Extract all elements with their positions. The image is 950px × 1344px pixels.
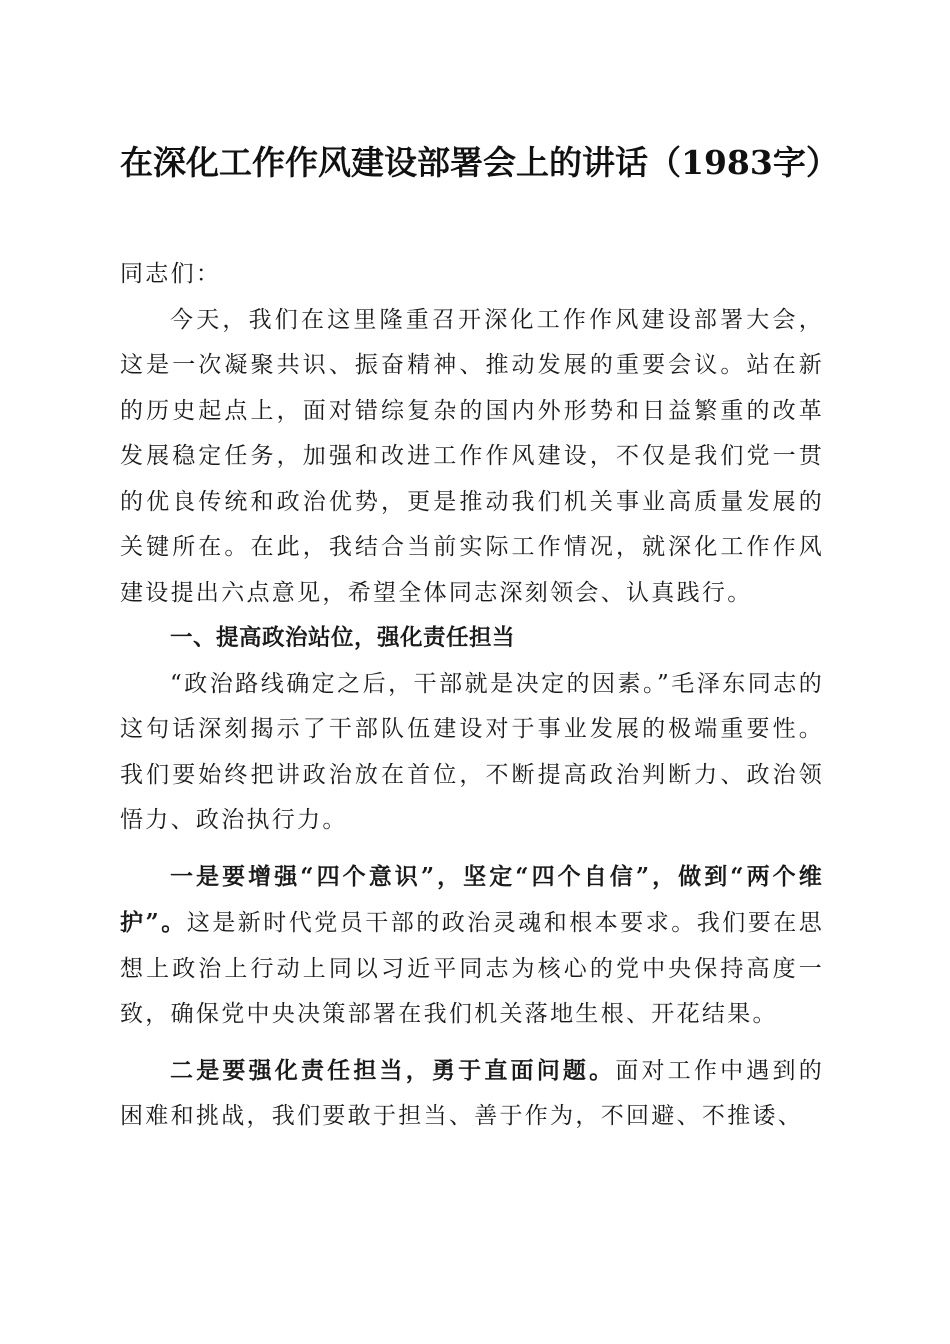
- point-body-1: 这是新时代党员干部的政治灵魂和根本要求。我们要在思想上政治上行动上同以习近平同志为核心的党中央保持高度一致，确保党中央决策部署在我们机关落地生根、开花结果。: [120, 910, 824, 1027]
- salutation: 同志们：: [120, 261, 222, 287]
- point-body-2: 面对工作中遇到的困难和挑战，我们要敢于担当、善于作为，不回避、不推诿、: [120, 1057, 824, 1129]
- point-paragraph-2: [120, 1048, 824, 1140]
- point-lead-1: 一是要增强“四个意识”，坚定“四个自信”，做到“两个维护”。: [120, 862, 824, 936]
- point-lead-2: 二是要强化责任担当，勇于直面问题。: [170, 1056, 616, 1084]
- point-paragraph-1: [120, 854, 824, 1038]
- intro-paragraph: 今天，我们在这里隆重召开深化工作作风建设部署大会，这是一次凝聚共识、振奋精神、推动发展的重要会议。站在新的历史起点上，面对错综复杂的国内外形势和日益繁重的改革发展稳定任务，加强和改进工作作风建设，不仅是我们党一贯的优良传统和政治优势，更是推动我们机关事业高质量发展的关键所在。在此，我结合当前实际工作情况，就深化工作作风建设提出六点意见，希望全体同志深刻领会、认真践行。: [120, 306, 824, 606]
- section-paragraph: “政治路线确定之后，干部就是决定的因素。”毛泽东同志的这句话深刻揭示了干部队伍建设对于事业发展的极端重要性。我们要始终把讲政治放在首位，不断提高政治判断力、政治领悟力、政治执行力。: [120, 670, 824, 833]
- document-page: [120, 140, 839, 1140]
- document-title: 在深化工作作风建设部署会上的讲话（1983字）: [120, 143, 839, 182]
- section-heading: 一、提高政治站位，强化责任担当: [170, 625, 516, 651]
